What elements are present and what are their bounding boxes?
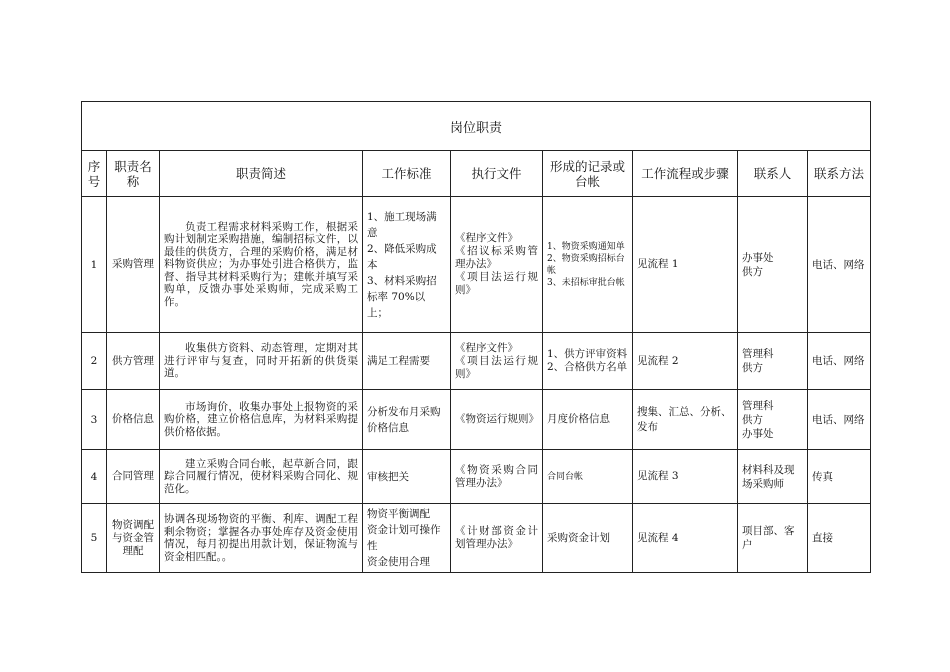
- work-flow: 搜集、汇总、分析、发布: [633, 390, 738, 450]
- file-line: 《物资采购合同管理办法》: [455, 463, 538, 489]
- header-standard: 工作标准: [363, 151, 451, 197]
- duty-brief: [160, 390, 363, 450]
- standard-line: 分析发布月采购价格信息: [367, 405, 441, 434]
- duty-brief-text: 收集供方资料、动态管理，定期对其进行评审与复查，同时开拓新的供货渠道。: [164, 342, 358, 380]
- exec-files: [451, 390, 543, 450]
- records: [543, 390, 633, 450]
- record-line: 1、物资采购通知单: [547, 241, 625, 252]
- exec-files: [451, 450, 543, 504]
- table-row: [82, 504, 871, 573]
- contact-line: 办事处: [742, 427, 774, 440]
- file-line: 《程序文件》: [455, 341, 518, 354]
- duty-brief: [160, 333, 363, 390]
- exec-files: [451, 333, 543, 390]
- standard-line: 3、材料采购招标率 70%以上；: [367, 274, 437, 319]
- duty-brief-text: 协调各现场物资的平衡、利库、调配工程剩余物资；掌握各办事处库存及资金使用情况，每月初提出用款计划，保证物流与资金相匹配。。: [164, 513, 358, 563]
- contact-line: 管理科: [742, 348, 774, 360]
- record-line: 采购资金计划: [547, 531, 610, 544]
- contact-person: [738, 197, 808, 333]
- contact-line: 管理科: [742, 399, 774, 412]
- work-standard: [363, 450, 451, 504]
- standard-line: 满足工程需要: [367, 355, 430, 367]
- work-standard: [363, 197, 451, 333]
- header-contact: 联系人: [738, 151, 808, 197]
- contact-line: 办事处: [742, 251, 774, 264]
- duty-name: 价格信息: [107, 390, 160, 450]
- contact-person: [738, 390, 808, 450]
- work-flow: 见流程 2: [633, 333, 738, 390]
- work-standard: [363, 390, 451, 450]
- file-line: 《项目法运行规则》: [455, 354, 538, 380]
- duty-brief: [160, 504, 363, 573]
- duty-brief-text: 建立采购合同台帐，起草新合同，跟踪合同履行情况，使材料采购合同化、规范化。: [164, 457, 358, 495]
- file-line: 《计财部资金计划管理办法》: [455, 525, 538, 550]
- work-flow: 见流程 3: [633, 450, 738, 504]
- work-flow: 见流程 1: [633, 197, 738, 333]
- work-standard: [363, 504, 451, 573]
- record-line: 1、供方评审资料: [547, 348, 628, 360]
- table-row: [82, 333, 871, 390]
- standard-line: 1、施工现场满意: [367, 210, 437, 239]
- standard-line: 资金计划可操作性: [367, 524, 441, 552]
- contact-line: 供方: [742, 362, 763, 374]
- contact-method: 直接: [808, 504, 871, 573]
- row-number: 1: [82, 197, 107, 333]
- exec-files: [451, 504, 543, 573]
- work-flow: 见流程 4: [633, 504, 738, 573]
- table-row: [82, 197, 871, 333]
- contact-method: 电话、网络: [808, 197, 871, 333]
- file-line: 《招议标采购管理办法》: [455, 245, 538, 270]
- standard-line: 资金使用合理: [367, 556, 430, 568]
- contact-method: 传真: [808, 450, 871, 504]
- record-line: 2、合格供方名单: [547, 361, 628, 373]
- work-standard: [363, 333, 451, 390]
- contact-method: 电话、网络: [808, 333, 871, 390]
- row-number: 3: [82, 390, 107, 450]
- duty-table: [81, 101, 871, 573]
- header-row: [82, 151, 871, 197]
- row-number: 4: [82, 450, 107, 504]
- standard-line: 审核把关: [367, 470, 409, 483]
- record-line: 合同台帐: [547, 471, 584, 482]
- file-line: 《物资运行规则》: [455, 413, 539, 425]
- table-row: [82, 390, 871, 450]
- records: [543, 504, 633, 573]
- table-title: 岗位职责: [82, 102, 871, 151]
- record-line: 月度价格信息: [547, 413, 610, 425]
- duty-brief-text: 市场询价，收集办事处上报物资的采购价格，建立价格信息库，为材料采购提供价格依据。: [164, 400, 358, 438]
- header-flow: 工作流程或步骤: [633, 151, 738, 197]
- records: [543, 197, 633, 333]
- file-line: 《程序文件》: [455, 232, 518, 244]
- header-files: 执行文件: [451, 151, 543, 197]
- duty-name: 物资调配与资金管理配: [107, 504, 160, 573]
- exec-files: [451, 197, 543, 333]
- contact-person: [738, 450, 808, 504]
- row-number: 5: [82, 504, 107, 573]
- duty-name: 采购管理: [107, 197, 160, 333]
- records: [543, 333, 633, 390]
- contact-person: [738, 504, 808, 573]
- duty-name: 供方管理: [107, 333, 160, 390]
- contact-method: 电话、网络: [808, 390, 871, 450]
- contact-line: 供方: [742, 265, 763, 278]
- header-records: 形成的记录或台帐: [543, 151, 633, 197]
- table-row: [82, 450, 871, 504]
- records: [543, 450, 633, 504]
- duty-name: 合同管理: [107, 450, 160, 504]
- duty-brief: [160, 450, 363, 504]
- record-line: 2、物资采购招标台帐: [547, 253, 625, 276]
- header-name: 职责名称: [107, 151, 160, 197]
- duty-brief: [160, 197, 363, 333]
- header-brief: 职责简述: [160, 151, 363, 197]
- contact-line: 材料科及现场采购师: [742, 463, 795, 490]
- file-line: 《项目法运行规则》: [455, 271, 538, 296]
- duty-brief-text: 负责工程需求材料采购工作，根据采购计划制定采购措施，编制招标文件，以最佳的供货方，合理的采购价格，满足材料物资供应；为办事处引进合格供方，监督、指导其材料采购行为；建帐并填写采购单，反馈办事处采购师，完成采购工作。: [164, 220, 358, 308]
- record-line: 3、未招标审批台帐: [547, 277, 625, 288]
- contact-person: [738, 333, 808, 390]
- standard-line: 物资平衡调配: [367, 508, 430, 520]
- contact-line: 供方: [742, 413, 763, 426]
- header-method: 联系方法: [808, 151, 871, 197]
- header-num: 序号: [82, 151, 107, 197]
- contact-line: 项目部、客户: [742, 525, 795, 551]
- row-number: 2: [82, 333, 107, 390]
- standard-line: 2、降低采购成本: [367, 242, 437, 271]
- duty-document: [81, 101, 871, 573]
